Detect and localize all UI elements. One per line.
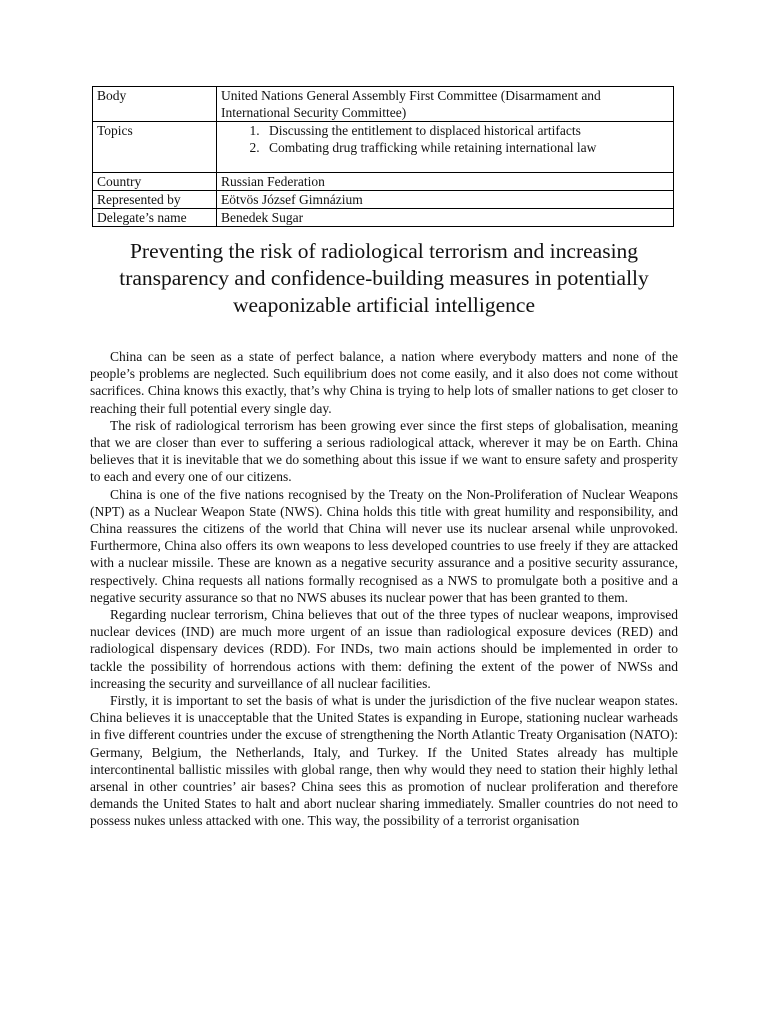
document-body <box>90 348 678 830</box>
paragraph: Firstly, it is important to set the basis of what is under the jurisdiction of the five nuclear weapon states. China believes it is unacceptable that the United States is expanding in Europe, stationing nuclear warheads in five different countries under the excuse of strengthening the North Atlantic Treaty Organisation (NATO): Germany, Belgium, the Netherlands, Italy, and Turkey. If the United States already has multiple intercontinental ballistic missiles with global range, then why would they need to station their highly lethal arsenal in other countries’ air bases? China sees this as promotion of nuclear proliferation and therefore demands the United States to halt and abort nuclear sharing immediately. Smaller countries do not need to possess nukes unless attacked with one. This way, the possibility of a terrorist organisation <box>90 693 678 829</box>
delegate-info-table <box>92 86 674 227</box>
table-row-represented <box>93 191 674 209</box>
topics-value <box>217 122 674 173</box>
document-title: Preventing the risk of radiological terrorism and increasing transparency and confidence-building measures in potentially weaponizable artificial intelligence <box>119 239 649 317</box>
delegate-label: Delegate’s name <box>93 209 217 227</box>
represented-label: Represented by <box>93 191 217 209</box>
body-label: Body <box>93 87 217 122</box>
body-value: United Nations General Assembly First Committee (Disarmament and International Security Committee) <box>217 87 674 122</box>
table-row-topics <box>93 122 674 173</box>
table-row-delegate <box>93 209 674 227</box>
table-row-body <box>93 87 674 122</box>
country-label: Country <box>93 173 217 191</box>
paragraph: The risk of radiological terrorism has been growing ever since the first steps of globalisation, meaning that we are closer than ever to suffering a serious radiological attack, wherever it may be on Earth. China believes that it is inevitable that we do something about this issue if we want to ensure safety and prosperity to each and every one of our citizens. <box>90 417 678 485</box>
topics-list <box>221 122 669 156</box>
paragraph: China can be seen as a state of perfect balance, a nation where everybody matters and none of the people’s problems are neglected. Such equilibrium does not come easily, and it also does not come without sacrifices. China knows this exactly, that’s why China is trying to help lots of smaller nations to get closer to reaching their full potential every single day. <box>90 349 678 416</box>
delegate-value: Benedek Sugar <box>217 209 674 227</box>
paragraph: Regarding nuclear terrorism, China believes that out of the three types of nuclear weapons, improvised nuclear devices (IND) are much more urgent of an issue than radiological exposure devices (RED) and radiological dispensary devices (RDD). For INDs, two main actions should be implemented in order to tackle the possibility of horrendous actions with them: defining the extent of the power of NWSs and increasing the security and surveillance of all nuclear facilities. <box>90 607 678 691</box>
topics-label: Topics <box>93 122 217 173</box>
represented-value: Eötvös József Gimnázium <box>217 191 674 209</box>
paragraph: China is one of the five nations recognised by the Treaty on the Non-Proliferation of Nuclear Weapons (NPT) as a Nuclear Weapon State (NWS). China holds this title with great humility and responsibility, and China reassures the citizens of the world that China will never use its nuclear arsenal while unprovoked. Furthermore, China also offers its own weapons to less developed countries to use freely if they are attacked with a nuclear missile. These are known as a negative security assurance and a positive security assurance, respectively. China requests all nations formally recognised as a NWS to promulgate both a positive and a negative security assurance so that no NWS abuses its nuclear power that has been granted to them. <box>90 486 678 605</box>
country-value: Russian Federation <box>217 173 674 191</box>
topic-item: 1. Discussing the entitlement to displaced historical artifacts <box>263 122 669 139</box>
table-row-country <box>93 173 674 191</box>
topic-item: 2. Combating drug trafficking while retaining international law <box>263 139 669 156</box>
